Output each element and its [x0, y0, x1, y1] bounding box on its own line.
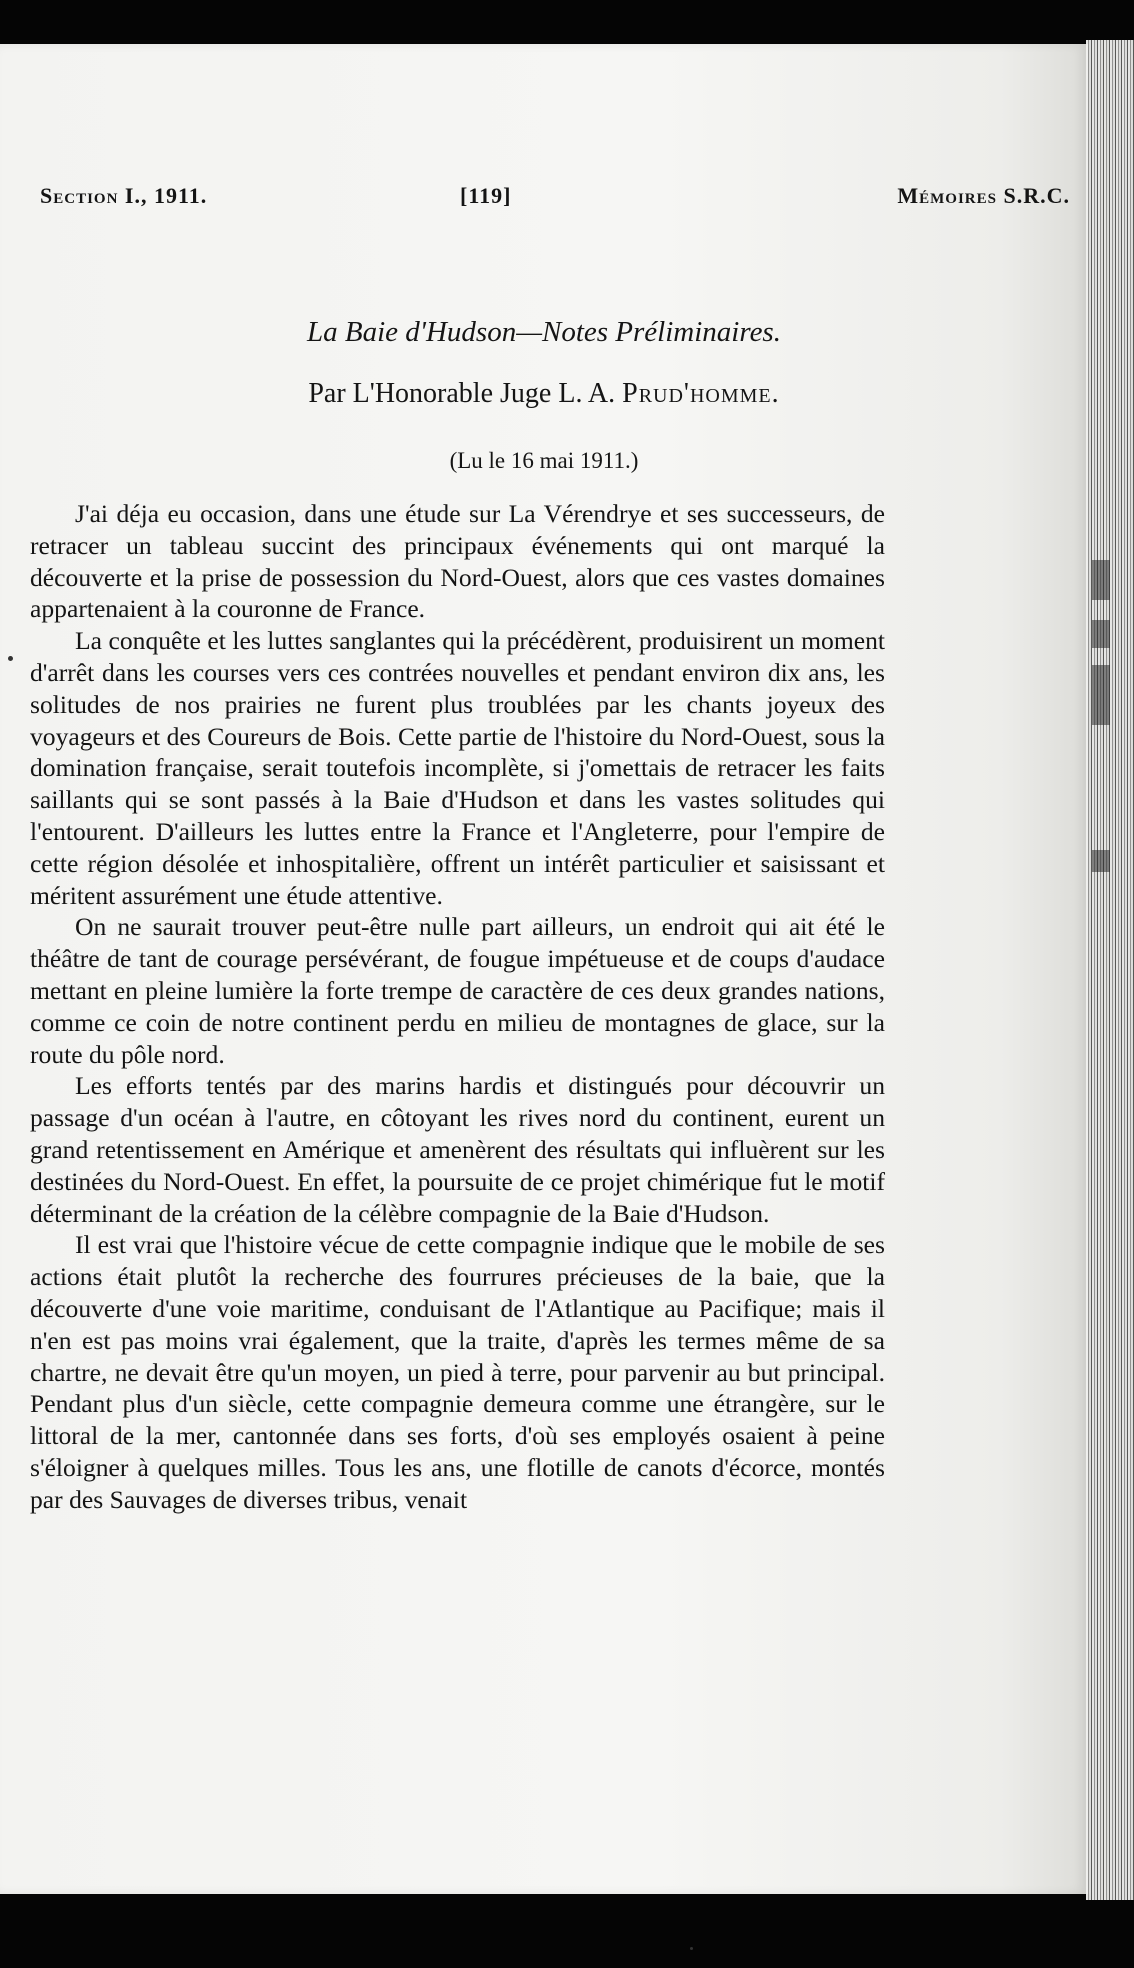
- page-edge-mark: [1092, 665, 1110, 725]
- scan-speck: [8, 656, 13, 661]
- book-page: [0, 44, 1088, 1894]
- running-header: [40, 183, 1070, 213]
- byline-name: Prud'homme.: [622, 378, 780, 409]
- scan-speck: [690, 1947, 693, 1950]
- page-edge-stack: [1086, 40, 1134, 1900]
- header-section: Section I., 1911.: [40, 183, 208, 208]
- paragraph: La conquête et les luttes sanglantes qui la précédèrent, produisirent un moment d'arrêt dans les courses vers ces contrées nouvelles et pendant environ dix ans, les solitudes de nos prairies ne furent plus troublées par les chants joyeux des voyageurs et des Coureurs de Bois. Cette partie de l'histoire du Nord-Ouest, sous la domination française, serait toutefois incomplète, si j'omettais de retracer les faits saillants qui se sont passés à la Baie d'Hudson et dans les vastes solitudes qui l'entourent. D'ailleurs les luttes entre la France et l'Angleterre, pour l'empire de cette région désolée et inhospitalière, offrent un intérêt particulier et saisissant et méritent assurément une étude attentive.: [30, 626, 885, 910]
- page-edge-mark: [1092, 560, 1110, 600]
- page-number: [119]: [460, 183, 512, 208]
- byline-prefix: Par L'Honorable Juge L. A.: [308, 378, 616, 409]
- header-publication: Mémoires S.R.C.: [897, 183, 1070, 208]
- article-body: [30, 498, 885, 1516]
- paragraph: Les efforts tentés par des marins hardis et distingués pour découvrir un passage d'un océan à l'autre, en côtoyant les rives nord du continent, eurent un grand retentissement en Amérique et amenèrent des résultats qui influèrent sur les destinées du Nord-Ouest. En effet, la poursuite de ce projet chimérique fut le motif déterminant de la création de la célèbre compagnie de la Baie d'Hudson.: [30, 1071, 885, 1228]
- paragraph: Il est vrai que l'histoire vécue de cette compagnie indique que le mobile de ses actions était plutôt la recherche des fourrures précieuses de la baie, que la découverte d'une voie maritime, conduisant de l'Atlantique au Pacifique; mais il n'en est pas moins vrai également, que la traite, d'après les termes même de sa chartre, ne devait être qu'un moyen, un pied à terre, pour parvenir au but principal. Pendant plus d'un siècle, cette compagnie demeura comme une étrangère, sur le littoral de la mer, cantonnée dans ses forts, d'où ses employés osaient à peine s'éloigner à quelques milles. Tous les ans, une flotille de canots d'écorce, montés par des Sauvages de diverses tribus, venait: [30, 1230, 885, 1514]
- article-title: La Baie d'Hudson—Notes Préliminaires.: [307, 316, 781, 348]
- paragraph: J'ai déja eu occasion, dans une étude sur La Vérendrye et ses successeurs, de retracer un tableau succint des principaux événements qui ont marqué la découverte et la prise de possession du Nord-Ouest, alors que ces vastes domaines appartenaient à la couronne de France.: [30, 499, 885, 624]
- page-edge-mark: [1092, 850, 1110, 872]
- paragraph: On ne saurait trouver peut-être nulle part ailleurs, un endroit qui ait été le théâtre de tant de courage persévérant, de fougue impétueuse et de coups d'audace mettant en pleine lumière la forte trempe de caractère de ces deux grandes nations, comme ce coin de notre continent perdu en milieu de montagnes de glace, sur la route du pôle nord.: [30, 912, 885, 1069]
- page-edge-mark: [1092, 620, 1110, 648]
- read-date: (Lu le 16 mai 1911.): [449, 448, 639, 473]
- author-byline: [0, 378, 1088, 410]
